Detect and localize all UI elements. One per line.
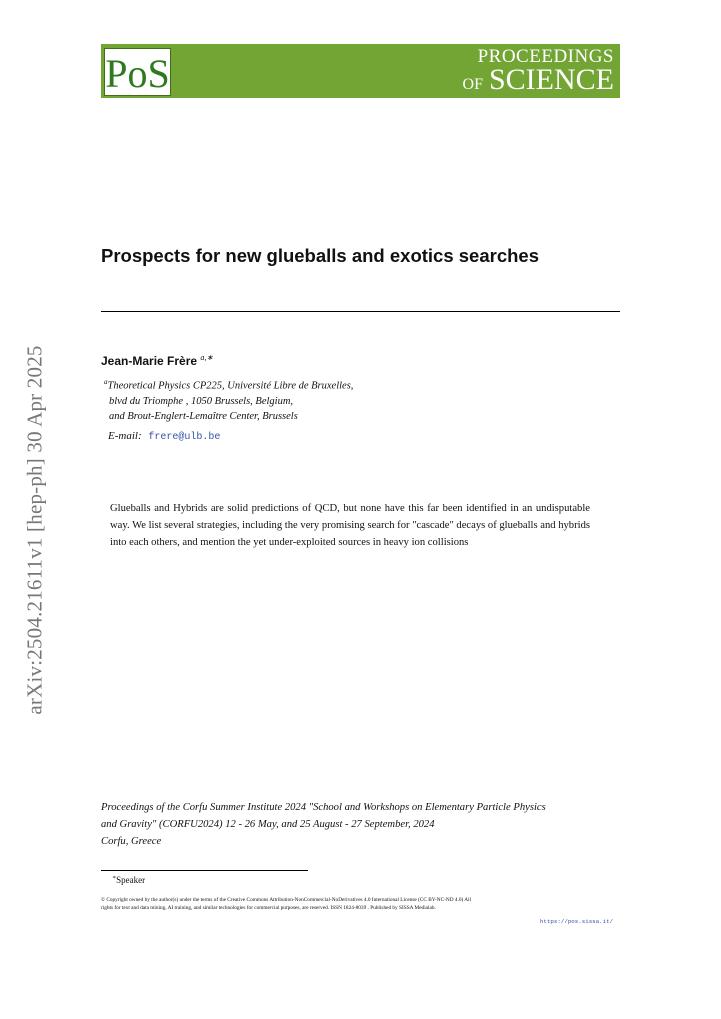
pos-header-banner xyxy=(101,44,620,98)
copyright-notice: © Copyright owned by the author(s) under the terms of the Creative Commons Attribution-NonCommercial-NoDerivatives 4.0 International License (CC BY-NC-ND 4.0) All rights for text and data mining, AI training, and similar technologies for commercial purposes, are reserved. ISSN 1824-8039 . Published by SISSA Medialab. xyxy=(101,897,472,911)
email-line xyxy=(108,430,220,443)
author-marks: a,∗ xyxy=(200,353,214,362)
svg-text:PoS: PoS xyxy=(105,51,170,95)
wordmark-science: SCIENCE xyxy=(488,63,614,96)
footnote-text: Speaker xyxy=(116,875,146,885)
wordmark-proceedings: PROCEEDINGS xyxy=(477,46,614,67)
abstract: Glueballs and Hybrids are solid predictions of QCD, but none have this far been identified in an undisputable way. We list several strategies, including the very promising search for "cascade" decays of glueballs and hybrids into each others, and mention the yet under-exploited sources in heavy ion collisions xyxy=(110,503,590,548)
proceedings-line-2: and Gravity" (CORFU2024) 12 - 26 May, and 25 August - 27 September, 2024 xyxy=(101,819,435,830)
author-name: Jean-Marie Frère xyxy=(101,354,198,368)
affiliation-line-1: Theoretical Physics CP225, Université Libre de Bruxelles, xyxy=(107,380,354,392)
footnote-mark: ∗ xyxy=(112,875,117,881)
email-label: E-mail: xyxy=(108,430,142,442)
arxiv-identifier: arXiv:2504.21611v1 [hep-ph] 30 Apr 2025 xyxy=(22,345,47,715)
author-line xyxy=(101,353,213,368)
affiliation xyxy=(104,375,353,424)
affiliation-line-2: blvd du Triomphe , 1050 Brussels, Belgium, xyxy=(109,395,294,407)
proceedings-of-science-wordmark xyxy=(463,46,614,99)
affiliation-line-3: and Brout-Englert-Lemaître Center, Brussels xyxy=(109,410,298,422)
paper-title: Prospects for new glueballs and exotics searches xyxy=(101,245,540,266)
proceedings-info xyxy=(101,799,631,850)
wordmark-of: OF xyxy=(462,76,483,93)
pos-url-link[interactable]: https://pos.sissa.it/ xyxy=(540,918,614,925)
proceedings-line-1: Proceedings of the Corfu Summer Institute 2024 "School and Workshops on Elementary Particle Physics xyxy=(101,802,546,813)
email-link[interactable]: frere@ulb.be xyxy=(148,432,221,443)
footnote-rule xyxy=(101,870,308,871)
arxiv-side-label xyxy=(20,315,50,745)
pos-logo xyxy=(104,48,171,96)
proceedings-line-3: Corfu, Greece xyxy=(101,836,162,847)
footnote xyxy=(112,874,145,885)
title-rule xyxy=(101,311,620,312)
affiliation-mark: a xyxy=(104,378,108,386)
